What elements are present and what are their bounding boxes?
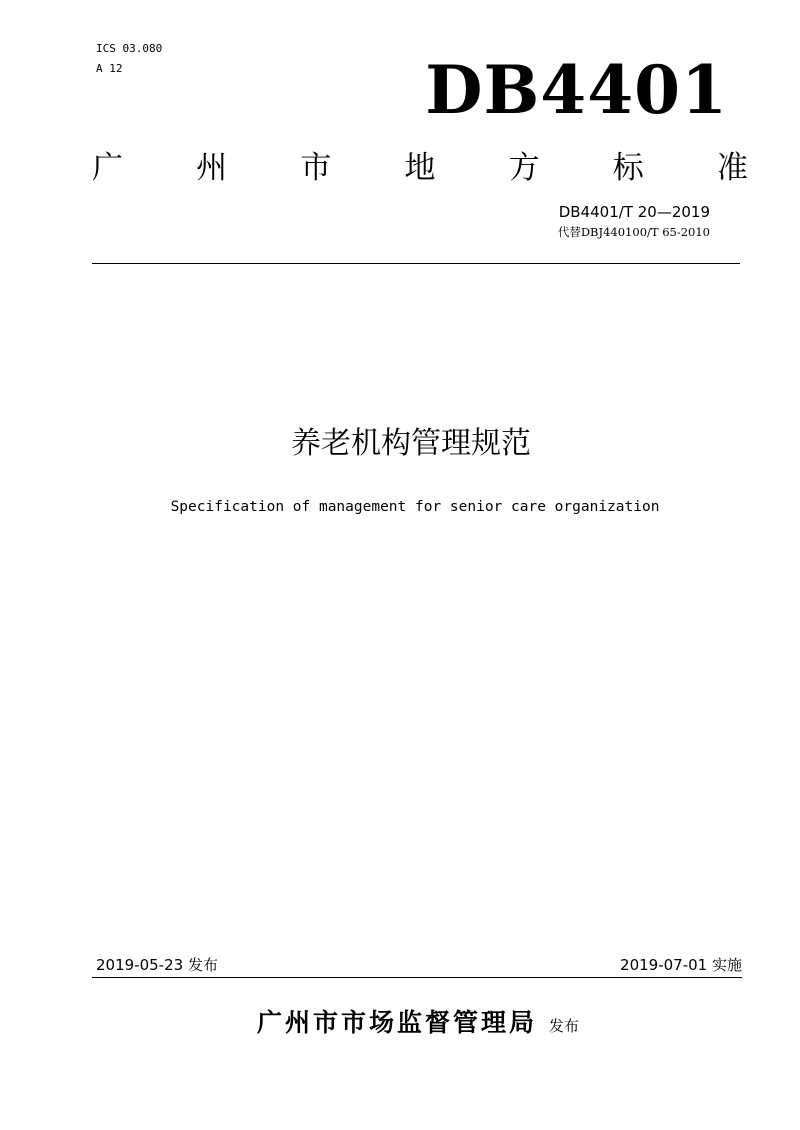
document-title-chinese: 养老机构管理规范: [291, 426, 531, 461]
top-divider: [92, 263, 740, 264]
standard-type-char: 市: [300, 150, 332, 186]
issuer-line: [0, 1006, 800, 1040]
issuer-suffix: 发布: [549, 1017, 580, 1035]
standard-type-heading: [92, 144, 748, 192]
bottom-divider: [92, 977, 742, 978]
standard-type-char: 广: [92, 150, 123, 186]
document-title-english: Specification of management for senior care organization: [170, 499, 660, 515]
release-date: 2019-05-23 发布: [96, 956, 218, 974]
issuer-name: 广州市市场监督管理局: [256, 1008, 537, 1037]
standard-type-char: 准: [716, 150, 748, 186]
standard-number: DB4401/T 20—2019: [558, 203, 710, 221]
standard-code-heading: DB4401: [425, 51, 728, 129]
standard-type-char: 州: [196, 150, 228, 186]
ics-code: ICS 03.080: [96, 42, 163, 55]
ccs-code: A 12: [96, 62, 123, 75]
replaces-standard: 代替DBJ440100/T 65-2010: [557, 225, 710, 239]
implementation-date: 2019-07-01 实施: [620, 956, 742, 974]
standard-type-char: 方: [508, 150, 540, 186]
standard-type-char: 标: [612, 150, 644, 186]
standard-type-char: 地: [404, 150, 436, 186]
